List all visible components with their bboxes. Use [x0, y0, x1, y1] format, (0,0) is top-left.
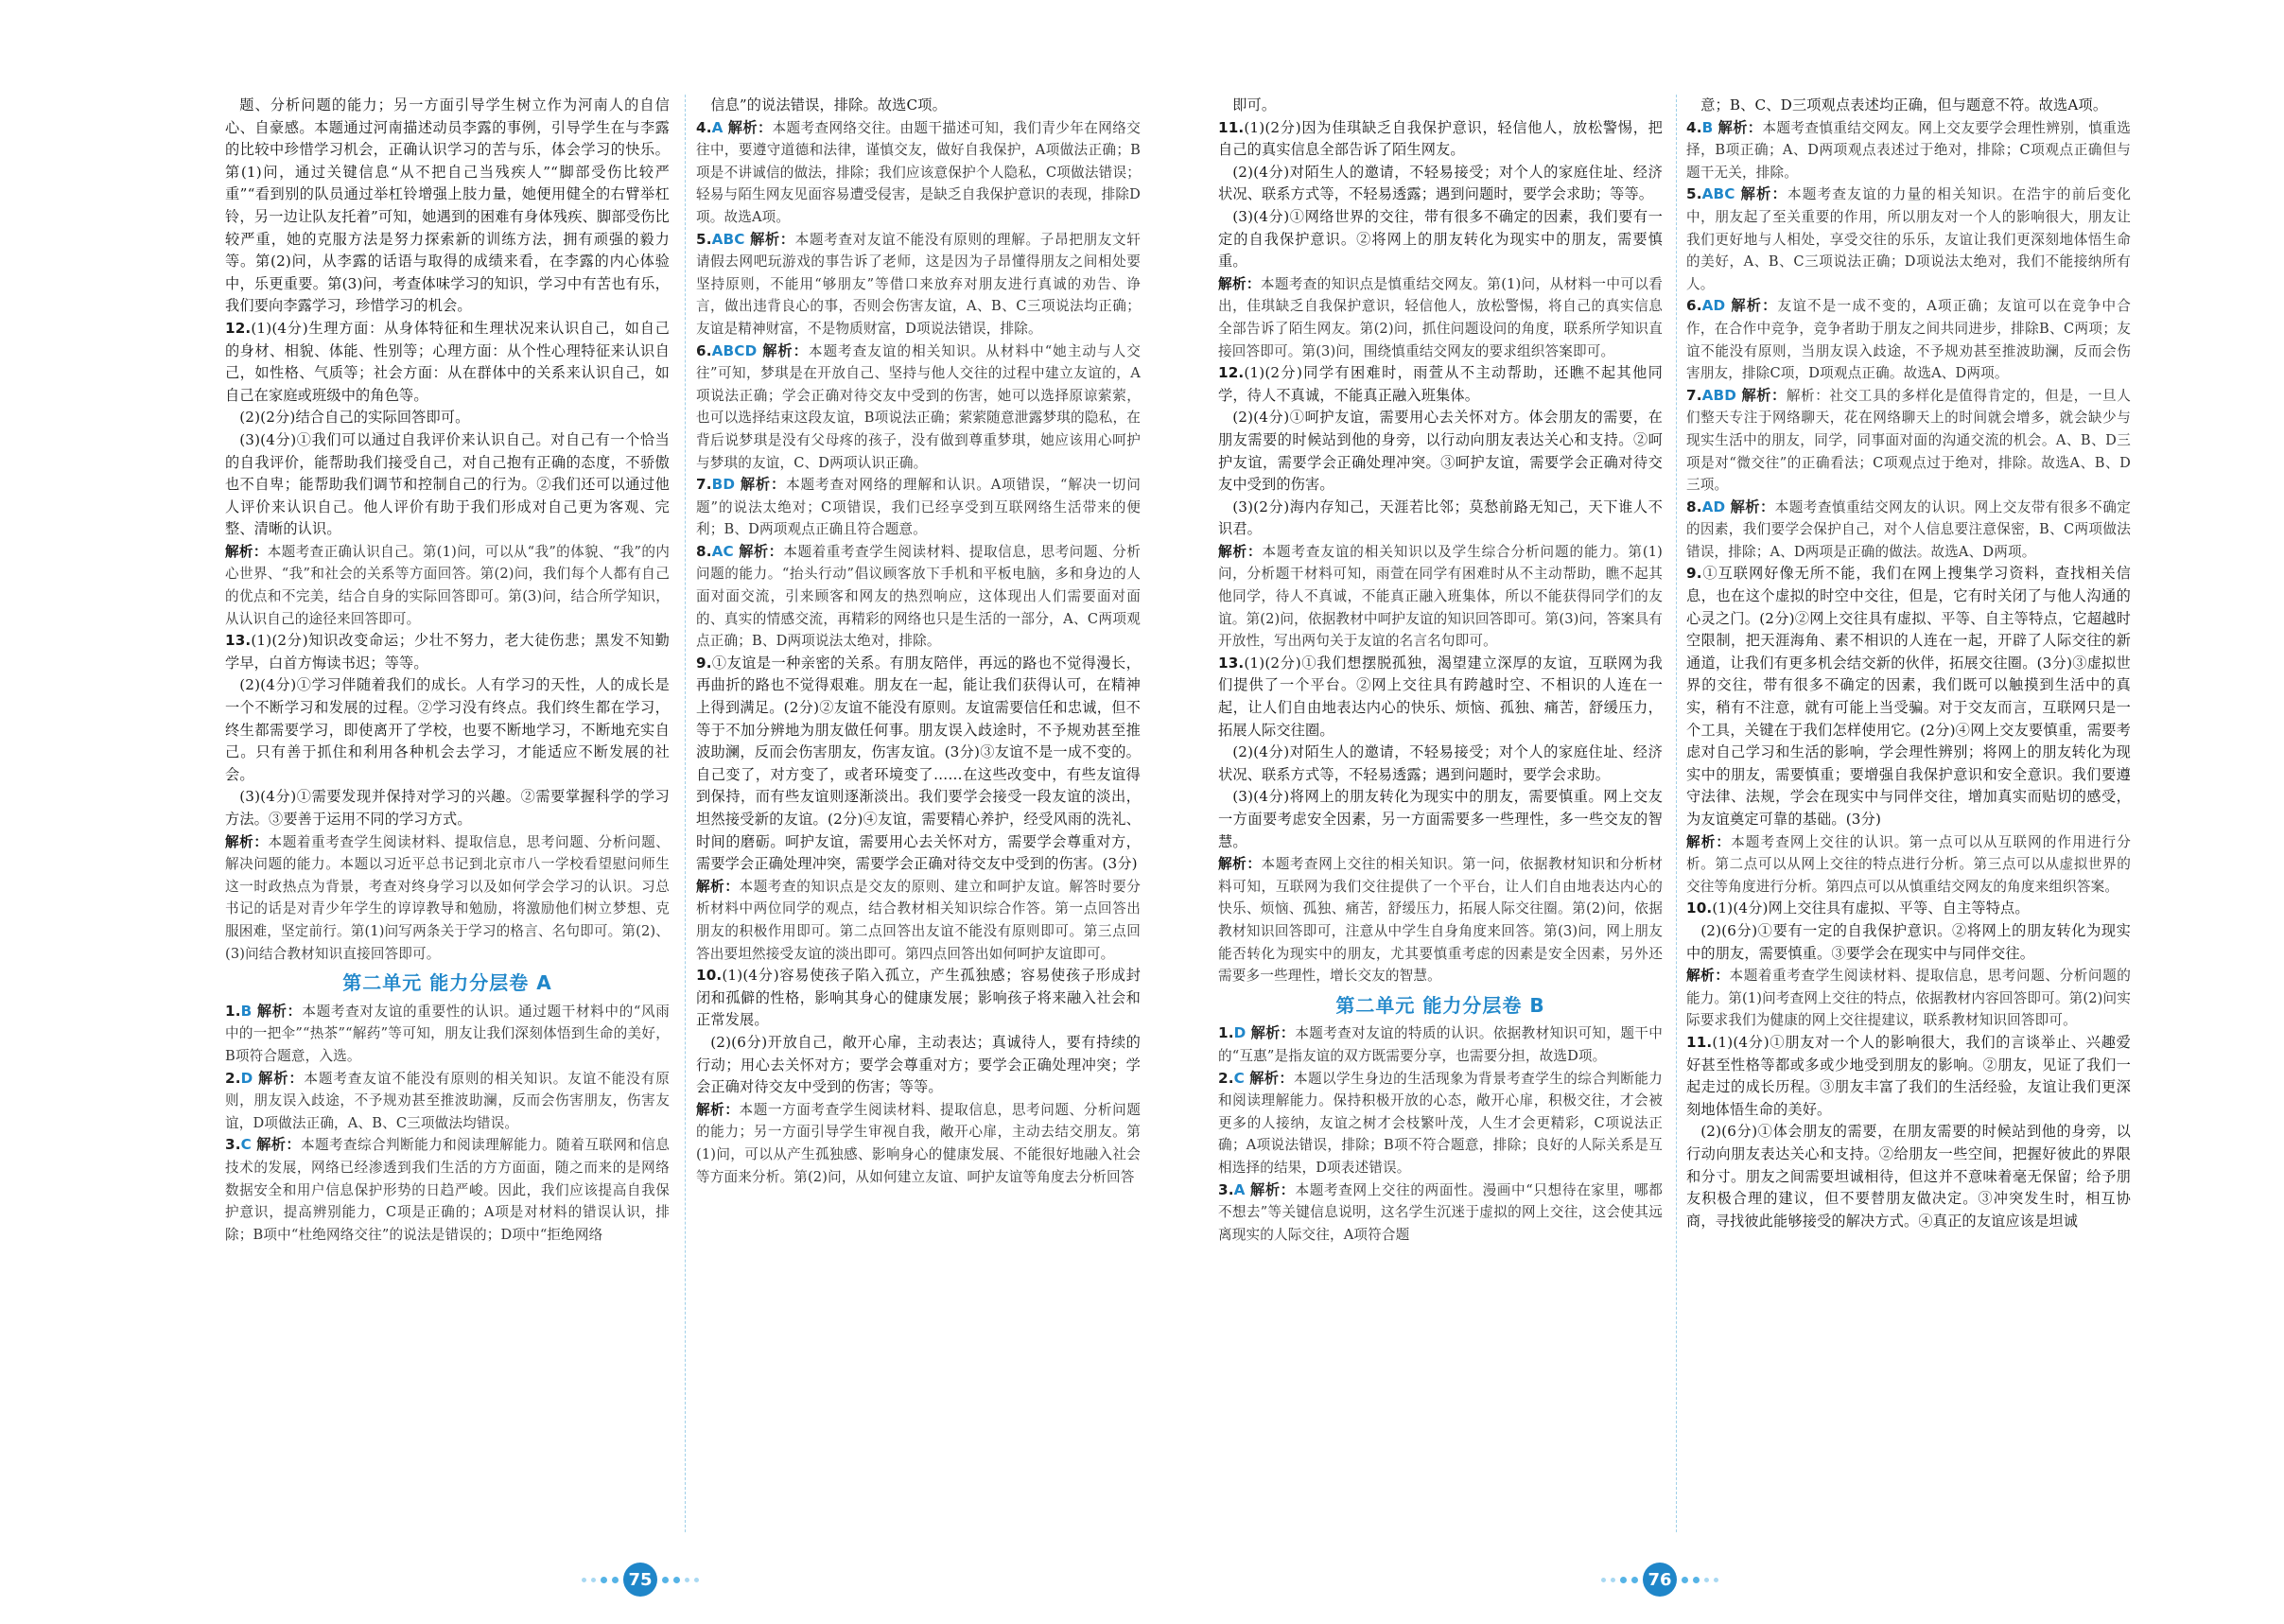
analysis-paragraph [1218, 853, 1663, 987]
question-number: 8. [1686, 498, 1702, 515]
question-answer [1218, 362, 1663, 407]
page-number-right [1601, 1563, 1718, 1597]
analysis-paragraph [225, 831, 670, 966]
analysis-paragraph [1218, 541, 1663, 653]
question-number: 8. [696, 542, 712, 560]
question-answer [1218, 653, 1663, 742]
right-page-column-2 [1686, 95, 2131, 1232]
question-number: 12. [1218, 364, 1245, 382]
answer-key: BD [711, 476, 736, 494]
analysis-label: 解析： [256, 1002, 303, 1020]
answer-text: ①友谊是一种亲密的关系。有朋友陪伴，再远的路也不觉得漫长，再曲折的路也不觉得艰难。朋友在一起，能让我们获得认可，在精神上得到满足。(2分)②友谊不能没有原则。友谊需要信任和忠诚，但不等于不加分辨地为朋友做任何事。朋友误入歧途时，不予规劝甚至推波助澜，反而会伤害朋友，伤害友谊。(3分)③友谊不是一成不变的。自己变了，对方变了，或者环境变了……在这些改变中，有些友谊得到保持，而有些友谊则逐渐淡出。我们要学会接受一段友谊的淡出，坦然接受新的友谊。(2分)④友谊，需要精心养护，经受风雨的洗礼、时间的磨砺。呵护友谊，需要用心去关怀对方，需要学会尊重对方，需要学会正确处理冲突，需要学会正确对待交友中受到的伤害。(3分) [696, 654, 1141, 873]
answer-key: ABD [1701, 386, 1737, 404]
answer-paragraph: (2)(2分)结合自己的实际回答即可。 [239, 409, 470, 427]
question-number: 9. [696, 654, 712, 672]
analysis-text: 本题考查网上交往的相关知识。第一问，依据教材知识和分析材料可知，互联网为我们交往提供了一个平台，让人们自由地表达内心的快乐、烦恼、孤独、痛苦，舒缓压力，拓展人际交往圈。第(2)问，依据教材知识回答即可，注意从中学生自身角度来回答。第(3)问，网上朋友能否转化为现实中的朋友，尤其要慎重考虑的因素是安全因素，另外还需要多一些理性，增长交友的智慧。 [1218, 856, 1664, 985]
analysis-label: 解析： [727, 118, 773, 136]
question-number: 6. [696, 341, 712, 359]
analysis-paragraph [696, 1099, 1141, 1188]
analysis-label: 解析： [1730, 498, 1775, 515]
analysis-text: 本题考查综合判断能力和阅读理解能力。随着互联网和信息技术的发展，网络已经渗透到我们生活的方方面面，随之而来的是网络数据安全和用户信息保护形势的日趋严峻。因此，我们应该提高自我保护意识，提高辨别能力，C项是正确的；A项是对材料的错误认识，排除；B项中“杜绝网络交往”的说法是错误的；D项中“拒绝网络 [225, 1137, 670, 1243]
question-number: 1. [1218, 1024, 1234, 1042]
question-number: 13. [225, 632, 252, 650]
analysis-label: 解析： [750, 230, 795, 248]
answer-paragraph: (3)(4分)将网上的朋友转化为现实中的朋友，需要慎重。网上交友一方面要考虑安全因素，另一方面需要多一些理性，多一些交友的智慧。 [1218, 788, 1663, 850]
analysis-label: 解析： [1686, 833, 1732, 850]
analysis-text: 本题着重考查学生阅读材料、提取信息，思考问题、分析问题的能力。第(1)问考查网上交往的特点，依据教材内容回答即可。第(2)问实际要求我们为健康的网上交往提建议，联系教材知识回答即可。 [1686, 968, 2132, 1029]
analysis-text: 本题一方面考查学生阅读材料、提取信息，思考问题、分析问题的能力；另一方面引导学生审视自我，敞开心扉，主动去结交朋友。第(1)问，可以从产生孤独感、影响身心的健康发展、不能很好地融入社会等方面来分析。第(2)问，从如何建立友谊、呵护友谊等角度去分析回答 [696, 1101, 1142, 1185]
right-page-column-1 [1218, 95, 1663, 1246]
answer-text: (1)(2分)同学有困难时，雨萱从不主动帮助，还瞧不起其他同学，待人不真诚，不能真正融入班集体。 [1218, 364, 1663, 404]
answer-key: C [1233, 1069, 1245, 1087]
question-answer [696, 653, 1141, 876]
analysis-label: 解析： [1740, 185, 1787, 203]
choice-answer [1218, 1022, 1663, 1067]
analysis-text: 本题考查对友谊的重要性的认识。通过题干材料中的“风雨中的一把伞”“热茶”“解药”等可知，朋友让我们深刻体悟到生命的美好，B项符合题意，入选。 [225, 1003, 671, 1064]
choice-answer [696, 474, 1141, 541]
question-answer [696, 965, 1141, 1032]
answer-text: (1)(2分)因为佳琪缺乏自我保护意识，轻信他人，放松警惕，把自己的真实信息全部告诉了陌生网友。 [1218, 118, 1663, 159]
right-page [1142, 0, 2284, 1624]
answer-paragraph: (2)(6分)①要有一定的自我保护意识。②将网上的朋友转化为现实中的朋友，需要慎重。③要学会在现实中与同伴交往。 [1686, 921, 2131, 962]
analysis-text: 本题考查友谊的力量的相关知识。在浩宇的前后变化中，朋友起了至关重要的作用，所以朋友对一个人的影响很大，朋友让我们更好地与人相处，享受交往的乐乐，友谊让我们更深刻地体悟生命的美好，A、B、C三项说法正确；D项说法太绝对，我们不能接纳所有人。 [1686, 186, 2132, 292]
choice-answer [696, 229, 1141, 341]
analysis-text: 本题考查友谊的相关知识。从材料中“她主动与人交往”可知，梦琪是在开放自己、坚持与他人交往的过程中建立友谊的，A项说法正确；学会正确对待交友中受到的伤害，她可以选择原谅萦萦，也可以选择结束这段友谊，B项说法正确；萦萦随意泄露梦琪的隐私，在背后说梦琪是没有父母疼的孩子，没有做到尊重梦琪，她应该用心呵护与梦琪的友谊，C、D两项认识正确。 [696, 342, 1142, 471]
analysis-label: 解析： [1686, 968, 1730, 985]
question-answer [1686, 1032, 2131, 1121]
analysis-label: 解析： [762, 341, 809, 359]
choice-answer [225, 1068, 670, 1135]
answer-paragraph: (2)(4分)对陌生人的邀请，不轻易接受；对个人的家庭住址、经济状况、联系方式等，不轻易透露；遇到问题时，要学会求助；等等。 [1218, 163, 1663, 203]
answer-paragraph: (2)(6分)开放自己，敞开心扉，主动表达；真诚待人，要有持续的行动；用心去关怀对方；要学会尊重对方；要学会正确处理冲突；学会正确对待交友中受到的伤害；等等。 [696, 1033, 1141, 1096]
analysis-label: 解析： [1249, 1069, 1294, 1087]
question-number: 4. [1686, 118, 1702, 136]
choice-answer [696, 541, 1141, 653]
question-answer [225, 318, 670, 407]
left-page-column-2 [696, 95, 1141, 1188]
choice-answer [696, 341, 1141, 475]
analysis-label: 解析： [696, 878, 740, 895]
page-number-badge: 75 [623, 1563, 657, 1597]
answer-key: B [1701, 118, 1714, 136]
answer-paragraph: (3)(4分)①网络世界的交往，带有很多不确定的因素，我们要有一定的自我保护意识。②将网上的朋友转化为现实中的朋友，需要慎重。 [1218, 207, 1663, 271]
question-number: 7. [696, 476, 712, 494]
choice-answer [1686, 183, 2131, 295]
answer-text: (1)(2分)知识改变命运；少壮不努力，老大徒伤悲；黑发不知勤学早，白首方悔读书迟；等等。 [225, 632, 670, 672]
question-answer [225, 630, 670, 674]
analysis-text: 本题以学生身边的生活现象为背景考查学生的综合判断能力和阅读理解能力。保持积极开放的心态，敞开心扉，积极交往，才会被更多的人接纳，友谊之树才会枝繁叶茂，人生才会更精彩，C项说法正确；A项说法错误，排除；B项不符合题意，排除；良好的人际关系是互相选择的结果，D项表述错误。 [1218, 1070, 1663, 1176]
analysis-label: 解析： [225, 833, 269, 850]
analysis-text: 本题考查网上交往的认识。第一点可以从互联网的作用进行分析。第二点可以从网上交往的特点进行分析。第三点可以从虚拟世界的交往等角度进行分析。第四点可以从慎重结交网友的角度来组织答案。 [1686, 833, 2132, 895]
analysis-paragraph [1686, 965, 2131, 1032]
answer-text: (1)(2分)①我们想摆脱孤独，渴望建立深厚的友谊，互联网为我们提供了一个平台。②网上交往具有跨越时空、不相识的人连在一起，让人们自由地表达内心的快乐、烦恼、孤独、痛苦，舒缓压力，拓展人际交往圈。 [1218, 654, 1663, 739]
choice-answer [1686, 295, 2131, 384]
analysis-text: 本题考查对友谊不能没有原则的理解。子昂把朋友文轩请假去网吧玩游戏的事告诉了老师，这是因为子昂懂得朋友之间相处要坚持原则，不能用“够朋友”等借口来放弃对朋友进行真诚的劝告、诤言，做出违背良心的事，否则会伤害友谊，A、B、C三项说法均正确；友谊是精神财富，不是物质财富，D项说法错误，排除。 [696, 231, 1141, 337]
analysis-text: 本题考查对网络的理解和认识。A项错误，“解决一切问题”的说法太绝对；C项错误，我们已经享受到互联网络生活带来的便利；B、D两项观点正确且符合题意。 [696, 477, 1142, 538]
answer-key: A [711, 118, 724, 136]
question-answer [1218, 117, 1663, 162]
analysis-paragraph [1686, 831, 2131, 899]
analysis-label: 解析： [1741, 386, 1787, 404]
choice-answer [1686, 385, 2131, 497]
answer-key: AD [1701, 297, 1726, 315]
question-number: 11. [1218, 118, 1245, 136]
answer-paragraph: (3)(4分)①需要发现并保持对学习的兴趣。②需要掌握科学的学习方法。③要善于运用不同的学习方式。 [225, 788, 670, 828]
analysis-label: 解析： [1218, 856, 1262, 873]
analysis-label: 解析： [739, 542, 784, 560]
choice-answer [1686, 117, 2131, 184]
question-number: 1. [225, 1002, 241, 1020]
question-number: 9. [1686, 565, 1702, 583]
question-number: 3. [225, 1136, 241, 1154]
analysis-text: 本题考查慎重结交网友。网上交友要学会理性辨别，慎重选择，B项正确；A、D两项观点表述过于绝对，排除；C项观点正确但与题干无关，排除。 [1686, 119, 2132, 181]
answer-text: (1)(4分)网上交往具有虚拟、平等、自主等特点。 [1712, 899, 2030, 917]
analysis-text: 本题考查友谊的相关知识以及学生综合分析问题的能力。第(1)问，分析题干材料可知，雨萱在同学有困难时从不主动帮助，瞧不起其他同学，待人不真诚，不能真正融入班集体，所以不能获得同学们的友谊。第(2)问，依据教材中呵护友谊的知识回答即可。第(3)问，答案具有开放性，写出两句关于友谊的名言名句即可。 [1218, 543, 1663, 650]
answer-key: AC [711, 542, 734, 560]
analysis-text: 本题考查网络交往。由题干描述可知，我们青少年在网络交往中，要遵守道德和法律，谨慎交友，做好自我保护，A项做法正确；B项是不讲诚信的做法，排除；我们应该意保护个人隐私，C项做法错误；轻易与陌生网友见面容易遭受侵害，是缺乏自我保护意识的表现，排除D项。故选A项。 [696, 119, 1141, 225]
question-number: 5. [696, 230, 712, 248]
answer-key: AD [1701, 498, 1726, 515]
choice-answer [1218, 1179, 1663, 1247]
analysis-text: 本题考查的知识点是慎重结交网友。第(1)问，从材料一中可以看出，佳琪缺乏自我保护意识，轻信他人，放松警惕，将自己的真实信息全部告诉了陌生网友。第(2)问，抓住问题设问的角度，联系所学知识直接回答即可。第(3)问，围绕慎重结交网友的要求组织答案即可。 [1218, 275, 1663, 359]
analysis-text: 本题考查正确认识自己。第(1)问，可以从“我”的体貌、“我”的内心世界、“我”和社会的关系等方面回答。第(2)问，我们每个人都有自己的优点和不完美，结合自身的实际回答即可。第(3)问，结合所学知识，从认识自己的途径来回答即可。 [225, 543, 670, 627]
answer-key: ABC [1701, 185, 1735, 203]
analysis-paragraph [1218, 273, 1663, 362]
question-answer [1686, 898, 2131, 920]
answer-key: ABC [711, 230, 745, 248]
question-number: 11. [1686, 1033, 1713, 1051]
answer-key: D [240, 1069, 253, 1087]
question-number: 5. [1686, 185, 1702, 203]
answer-paragraph: (2)(6分)①体会朋友的需要，在朋友需要的时候站到他的身旁，以行动向朋友表达关心和支持。②给朋友一些空间，把握好彼此的界限和分寸。朋友之间需要坦诚相待，但这并不意味着毫无保留；给予朋友积极合理的建议，但不要替朋友做决定。③冲突发生时，相互协商，寻找彼此能够接受的解决方式。④真正的友谊应该是坦诚 [1686, 1123, 2131, 1230]
question-number: 12. [225, 319, 252, 337]
analysis-label: 解析： [740, 476, 787, 494]
question-number: 2. [1218, 1069, 1234, 1087]
page-number-badge: 76 [1643, 1563, 1677, 1597]
analysis-label: 解析： [1250, 1180, 1296, 1198]
analysis-text: 本题考查的知识点是交友的原则、建立和呵护友谊。解答时要分析材料中两位同学的观点，结合教材相关知识综合作答。第一点回答出朋友的积极作用即可。第二点回答出友谊不能没有原则即可。第三点回答出要坦然接受友谊的淡出即可。第四点回答出如何呵护友谊即可。 [696, 878, 1142, 962]
analysis-label: 解析： [1250, 1024, 1296, 1042]
answer-text: (1)(4分)容易使孩子陷入孤立，产生孤独感；容易使孩子形成封闭和孤僻的性格，影响其身心的健康发展；影响孩子将来融入社会和正常发展。 [696, 967, 1141, 1029]
question-answer [1686, 563, 2131, 830]
answer-text: ①互联网好像无所不能，我们在网上搜集学习资料，查找相关信息，也在这个虚拟的时空中交往，但是，它有时关闭了与他人沟通的心灵之门。(2分)②网上交往具有虚拟、平等、自主等特点，它超越时空限制，把天涯海角、素不相识的人连在一起，开辟了人际交往的新通道，让我们有更多机会结交新的伙伴，拓展交往圈。(3分)③虚拟世界的交往，带有很多不确定的因素，我们既可以触摸到生活中的真实，稍有不注意，就有可能上当受骗。对于交友而言，互联网只是一个工具，关键在于我们怎样使用它。(2分)④网上交友要慎重，需要考虑对自己学习和生活的影响，学会理性辨别；将网上的朋友转化为现实中的朋友，需要慎重；要增强自我保护意识和安全意识。我们要遵守法律、法规，学会在现实中与同伴交往，增加真实而贴切的感受，为友谊奠定可靠的基础。(3分) [1686, 565, 2131, 828]
analysis-label: 解析： [225, 543, 268, 560]
answer-paragraph: (2)(4分)①学习伴随着我们的成长。人有学习的天性，人的成长是一个不断学习和发展的过程。②学习没有终点。我们终生都在学习，终生都需要学习，即使离开了学校，也要不断地学习，不断地充实自己。只有善于抓住和利用各种机会去学习，才能适应不断发展的社会。 [225, 676, 670, 783]
analysis-label: 解析： [1731, 297, 1778, 315]
question-number: 10. [696, 967, 723, 985]
choice-answer [1218, 1068, 1663, 1179]
question-number: 3. [1218, 1180, 1234, 1198]
column-divider [685, 95, 686, 1532]
answer-key: D [1233, 1024, 1247, 1042]
analysis-label: 解析： [258, 1069, 305, 1087]
left-page-column-1 [225, 95, 670, 1246]
choice-answer [1686, 497, 2131, 564]
answer-text: (1)(4分)生理方面：从身体特征和生理状况来认识自己，如自己的身材、相貌、体能、性别等；心理方面：从个性心理特征来认识自己，如性格、气质等；社会方面：从在群体中的关系来认识自己，如自己在家庭或班级中的角色等。 [225, 319, 670, 404]
section-title: 第二单元 能力分层卷 B [1335, 993, 1545, 1017]
answer-key: A [1233, 1180, 1246, 1198]
analysis-label: 解析： [1218, 275, 1261, 292]
analysis-label: 解析： [1717, 118, 1763, 136]
analysis-text: 本题考查慎重结交网友的认识。网上交友带有很多不确定的因素，我们要学会保护自己，对个人信息要注意保密，B、C两项做法错误，排除；A、D两项是正确的做法。故选A、D两项。 [1686, 498, 2132, 560]
analysis-text: 本题考查友谊不能没有原则的相关知识。友谊不能没有原则，朋友误入歧途，不予规劝甚至推波助澜，反而会伤害朋友，伤害友谊，D项做法正确，A、B、C三项做法均错误。 [225, 1070, 670, 1131]
analysis-text: 本题着重考查学生阅读材料、提取信息，思考问题、分析问题、解决问题的能力。本题以习近平总书记到北京市八一学校看望慰问师生这一时政热点为背景，考查对终身学习以及如何学会学习的认识。习总书记的话是对青少年学生的谆谆教导和勉励，将激励他们树立梦想、克服困难，坚定前行。第(1)问写两条关于学习的格言、名句即可。第(2)、(3)问结合教材知识直接回答即可。 [225, 833, 671, 962]
analysis-text: 本题考查网上交往的两面性。漫画中“只想待在家里，哪都不想去”等关键信息说明，这名学生沉迷于虚拟的网上交往，这会使其远离现实的人际交往，A项符合题 [1218, 1181, 1663, 1243]
answer-text: (1)(4分)①朋友对一个人的影响很大，我们的言谈举止、兴趣爱好甚至性格等都或多或少地受到朋友的影响。②朋友，见证了我们一起走过的成长历程。③朋友丰富了我们的生活经验，友谊让我们更深刻地体悟生命的美好。 [1686, 1033, 2131, 1118]
section-title: 第二单元 能力分层卷 A [342, 971, 552, 995]
choice-answer [225, 1001, 670, 1068]
answer-key: ABCD [711, 341, 758, 359]
answer-key: C [240, 1136, 252, 1154]
question-number: 6. [1686, 297, 1702, 315]
question-number: 7. [1686, 386, 1702, 404]
answer-paragraph: 即可。 [1232, 96, 1277, 114]
answer-paragraph: (3)(4分)①我们可以通过自我评价来认识自己。对自己有一个恰当的自我评价，能帮助我们接受自己，对自己抱有正确的态度，不骄傲也不自卑；能帮助我们调节和控制自己的行为。②我们还可以通过他人评价来认识自己。他人评价有助于我们形成对自己更为客观、完整、清晰的认识。 [225, 430, 670, 538]
answer-paragraph: 意；B、C、D三项观点表述均正确，但与题意不符。故选A项。 [1700, 96, 2108, 114]
question-number: 13. [1218, 654, 1245, 672]
answer-key: B [240, 1002, 253, 1020]
question-number: 10. [1686, 899, 1713, 917]
page-number-left [582, 1563, 699, 1597]
answer-paragraph: 题、分析问题的能力；另一方面引导学生树立作为河南人的自信心、自豪感。本题通过河南描述动员李露的事例，引导学生在与李露的比较中珍惜学习机会，正确认识学习的苦与乐，体会学习的快乐。第(1)问，通过关键信息“从不把自己当残疾人”“脚部受伤比较严重”“看到别的队员通过举杠铃增强上肢力量，她便用健全的右臂举杠铃，另一边让队友托着”可知，她遇到的困难有身体残疾、脚部受伤比较严重，她的克服方法是努力探索新的训练方法，拥有顽强的毅力等。第(2)问，从李露的话语与取得的成绩来看，在李露的内心体验中，乐更重要。第(3)问，考查体味学习的知识，学习中有苦也有乐，我们要向李露学习，珍惜学习的机会。 [225, 96, 670, 315]
analysis-paragraph [696, 876, 1141, 965]
analysis-text: 本题着重考查学生阅读材料、提取信息，思考问题、分析问题的能力。“抬头行动”倡议顾客放下手机和平板电脑，多和身边的人面对面交流，引来顾客和网友的热烈响应，这体现出人们需要面对面的、真实的情感交流，再精彩的网络也只是生活的一部分，A、C两项观点正确；B、D两项说法太绝对，排除。 [696, 543, 1141, 650]
answer-paragraph: 信息”的说法错误，排除。故选C项。 [710, 96, 947, 114]
analysis-text: 本题考查对友谊的特质的认识。依据教材知识可知，题干中的“互惠”是指友谊的双方既需要分享，也需要分担，故选D项。 [1218, 1025, 1664, 1064]
question-number: 2. [225, 1069, 241, 1087]
answer-paragraph: (2)(4分)①呵护友谊，需要用心去关怀对方。体会朋友的需要，在朋友需要的时候站到他的身旁，以行动向朋友表达关心和支持。②呵护友谊，需要学会正确处理冲突。③呵护友谊，需要学会正确对待交友中受到的伤害。 [1218, 409, 1663, 494]
analysis-text: 解析：社交工具的多样化是值得肯定的，但是，一旦人们整天专注于网络聊天，花在网络聊天上的时间就会增多，就会缺少与现实生活中的朋友，同学，同事面对面的沟通交流的机会。A、B、D三项是对“微交往”的正确看法；C项观点过于绝对，排除。故选A、B、D三项。 [1686, 387, 2131, 494]
analysis-text: 友谊不是一成不变的，A项正确；友谊可以在竞争中合作，在合作中竞争，竞争者助于朋友之间共同进步，排除B、C两项；友谊不能没有原则，当朋友误入歧途，不予规劝甚至推波助澜，反而会伤害朋友，排除C项，D项观点正确。故选A、D两项。 [1686, 298, 2131, 382]
answer-paragraph: (3)(2分)海内存知己，天涯若比邻；莫愁前路无知己，天下谁人不识君。 [1218, 498, 1663, 538]
choice-answer [225, 1134, 670, 1246]
analysis-label: 解析： [256, 1136, 301, 1154]
question-number: 4. [696, 118, 712, 136]
answer-paragraph: (2)(4分)对陌生人的邀请，不轻易接受；对个人的家庭住址、经济状况、联系方式等，不轻易透露；遇到问题时，要学会求助。 [1218, 743, 1663, 783]
analysis-label: 解析： [696, 1101, 740, 1118]
choice-answer [696, 117, 1141, 229]
analysis-label: 解析： [1218, 543, 1263, 560]
column-divider [1676, 95, 1677, 1532]
analysis-paragraph [225, 541, 670, 630]
